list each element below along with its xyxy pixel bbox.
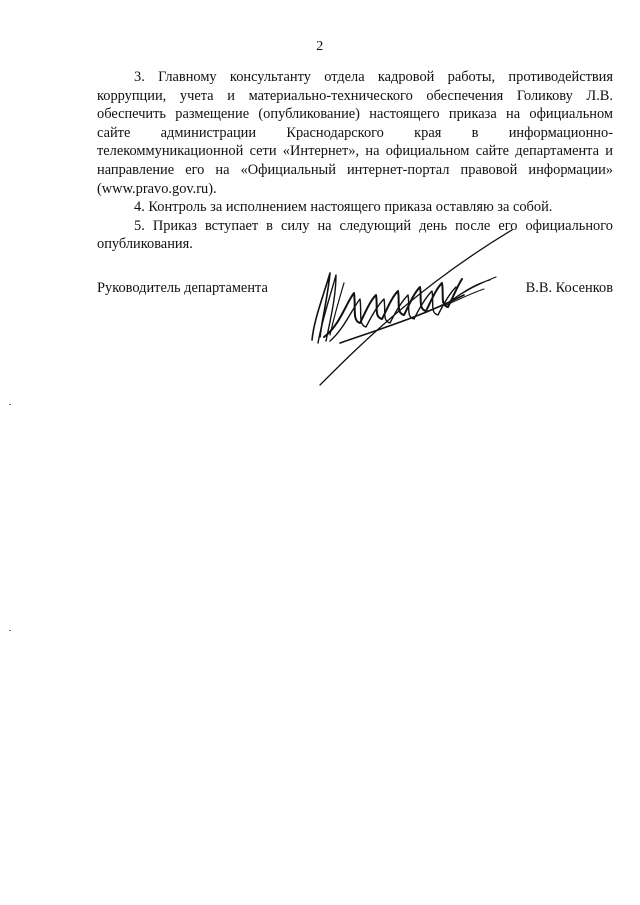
handwritten-signature [300,225,520,395]
signatory-name: В.В. Косенков [525,280,613,296]
page-number: 2 [316,39,324,54]
paragraph-5: 5. Приказ вступает в силу на следующий день после его официального опубликования. [97,217,613,253]
scan-speck [9,630,11,631]
signatory-title: Руководитель департамента [97,280,268,296]
paragraph-4: 4. Контроль за исполнением настоящего приказа оставляю за собой. [134,199,553,216]
paragraph-3: 3. Главному консультанту отдела кадровой работы, противодействия коррупции, учета и материально-технического обеспечения Голикову Л.В. обеспечить размещение (опубликование) настоящего приказа на официальном сайте администрации Краснодарского края в информационно-телекоммуникационной сети «Интернет», на официальном сайте департамента и направление его на «Официальный интернет-портал правовой информации» (www.pravo.gov.ru). [97,69,613,197]
scan-speck [9,404,11,405]
